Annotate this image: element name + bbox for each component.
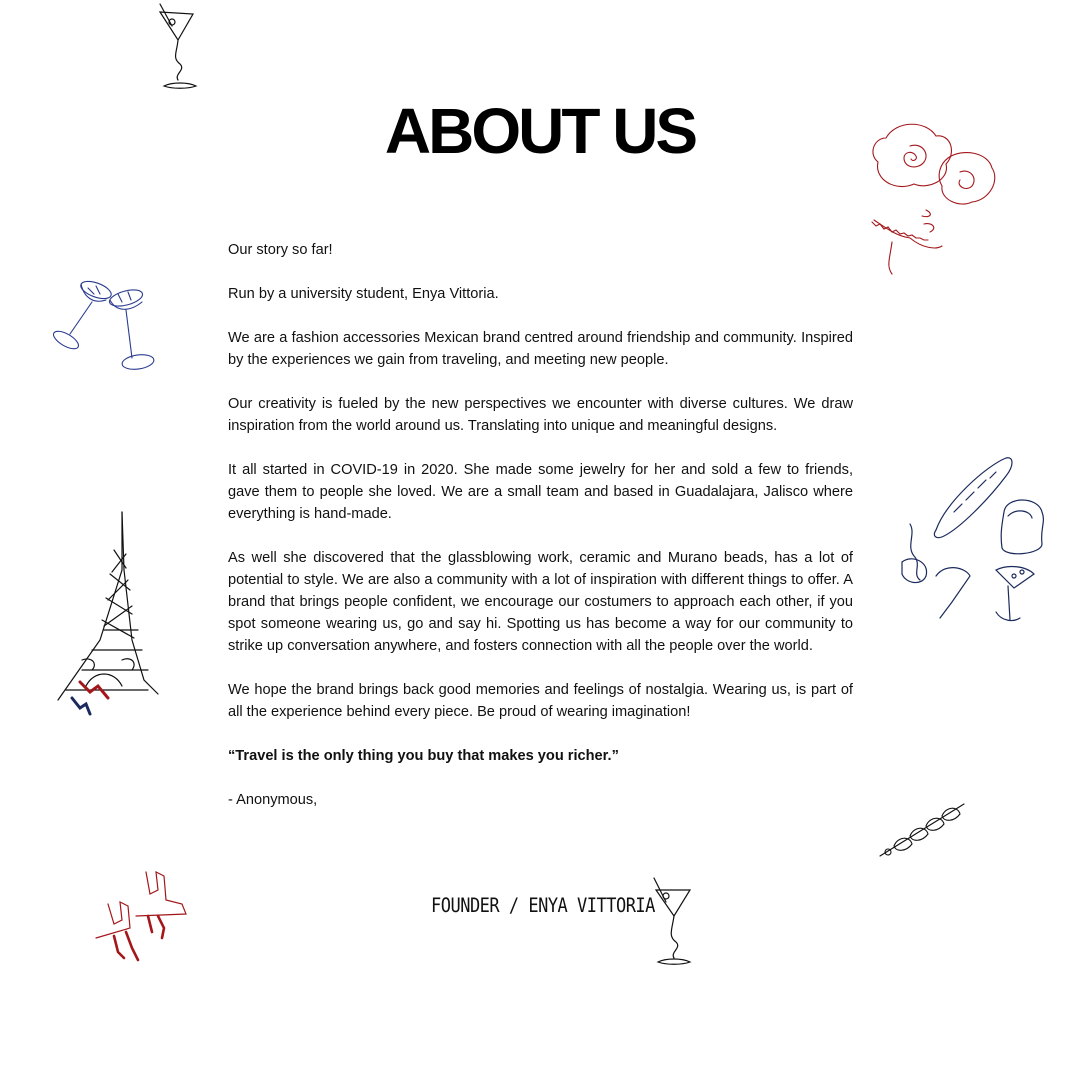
story-creativity: Our creativity is fueled by the new perspectives we encounter with diverse cultures. We draw inspiration from the world around us. Translating into unique and meaningful designs. — [228, 396, 853, 434]
story-brand: We are a fashion accessories Mexican brand centred around friendship and community. Inspired by the experiences we gain from traveling, and meeting new people. — [228, 330, 853, 368]
eiffel-tower-icon — [52, 510, 167, 720]
quote-attribution: - Anonymous, — [228, 792, 318, 808]
about-body — [228, 239, 853, 833]
skewer-icon — [876, 798, 971, 863]
story-origin: It all started in COVID-19 in 2020. She made some jewelry for her and sold a few to friends, gave them to people she loved. We are a small team and based in Guadalajara, Jalisco where everything is hand-made. — [228, 462, 853, 522]
roses-icon — [866, 118, 1006, 278]
martini-glass-icon — [150, 2, 210, 92]
story-founder: Run by a university student, Enya Vittoria. — [228, 286, 499, 302]
dancing-legs-icon — [92, 866, 192, 966]
story-closing: We hope the brand brings back good memories and feelings of nostalgia. Wearing us, is part of all the experience behind every piece. Be proud of wearing imagination! — [228, 682, 853, 720]
bread-and-wine-icon — [896, 452, 1051, 632]
page-title: ABOUT US — [384, 95, 696, 167]
founder-signature: FOUNDER / ENYA VITTORIA — [431, 894, 655, 918]
story-intro: Our story so far! — [228, 242, 333, 258]
champagne-toast-icon — [48, 272, 163, 377]
story-community: As well she discovered that the glassblowing work, ceramic and Murano beads, has a lot of potential to style. We are also a community with a lot of inspiration with different things to offer. A brand that brings people confident, we encourage our costumers to approach each other, if you spot someone wearing us, go and say hi. Spotting us has become a way for our community to strike up conversation anywhere, and fosters connection with all the people over the world. — [228, 550, 853, 654]
martini-glass-icon — [650, 876, 700, 968]
travel-quote: “Travel is the only thing you buy that makes you richer.” — [228, 748, 619, 764]
